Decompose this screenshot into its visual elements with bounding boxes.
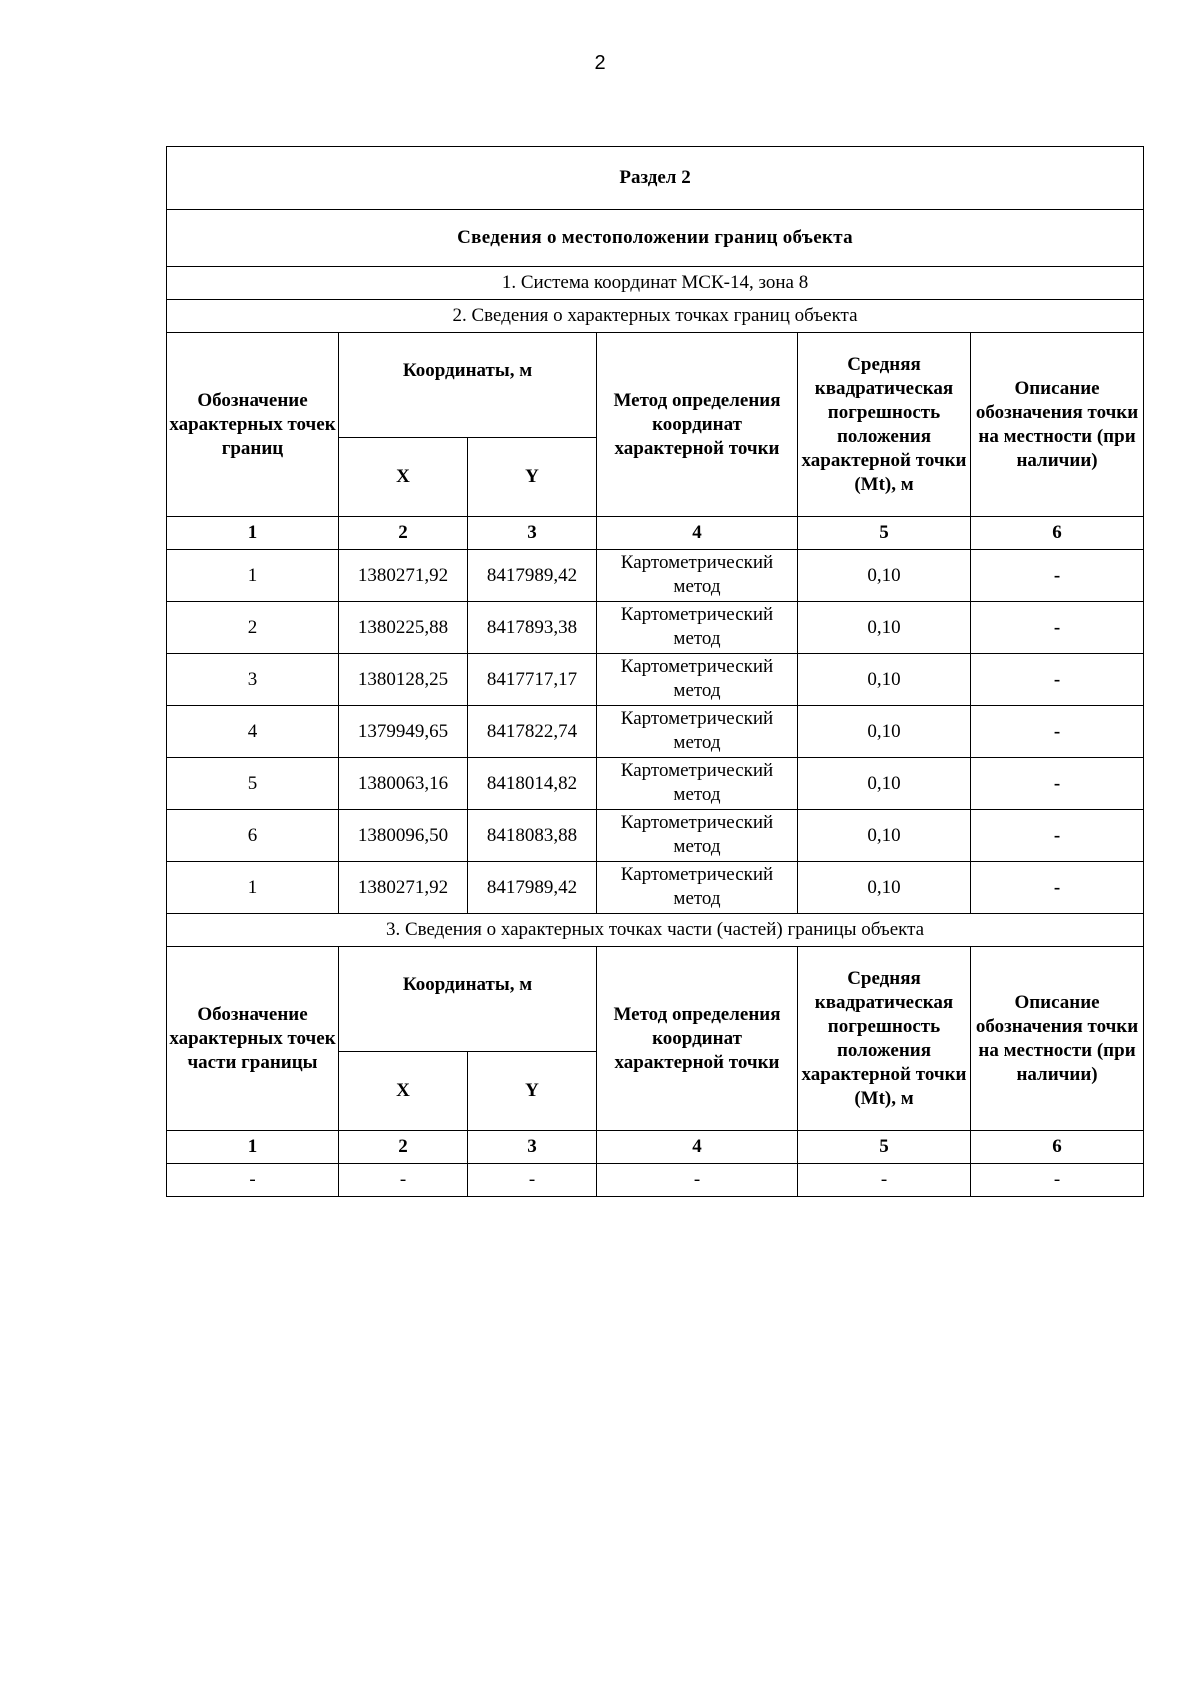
header-x: X <box>339 438 468 517</box>
cell-method: Картометрический метод <box>597 706 798 758</box>
header-coordinates: Координаты, м <box>339 333 597 438</box>
column-index-cell: 3 <box>468 517 597 550</box>
cell-error: 0,10 <box>798 810 971 862</box>
cell-y: 8417989,42 <box>468 862 597 914</box>
column-index-cell: 6 <box>971 1131 1144 1164</box>
table-row <box>167 550 1144 602</box>
cell-point: 3 <box>167 654 339 706</box>
column-index-cell: 4 <box>597 517 798 550</box>
cell-point: 1 <box>167 550 339 602</box>
parts-section-title: 3. Сведения о характерных точках части (частей) границы объекта <box>167 914 1144 947</box>
header-designation: Обозначение характерных точек границ <box>167 333 339 517</box>
cell-method: Картометрический метод <box>597 654 798 706</box>
cell-x: 1380225,88 <box>339 602 468 654</box>
cell-y: 8418014,82 <box>468 758 597 810</box>
cell-point: 1 <box>167 862 339 914</box>
cell-x: 1380063,16 <box>339 758 468 810</box>
cell-error: 0,10 <box>798 550 971 602</box>
cell-y: 8418083,88 <box>468 810 597 862</box>
cell-error: 0,10 <box>798 758 971 810</box>
table-row <box>167 654 1144 706</box>
cell-x: 1380128,25 <box>339 654 468 706</box>
cell-method: - <box>597 1164 798 1197</box>
coord-system: 1. Система координат МСК-14, зона 8 <box>167 267 1144 300</box>
table-row <box>167 602 1144 654</box>
cell-description: - <box>971 654 1144 706</box>
cell-point: 5 <box>167 758 339 810</box>
cell-error: 0,10 <box>798 706 971 758</box>
column-index-cell: 3 <box>468 1131 597 1164</box>
table-row <box>167 862 1144 914</box>
table-row <box>167 810 1144 862</box>
column-index-cell: 6 <box>971 517 1144 550</box>
cell-description: - <box>971 862 1144 914</box>
column-index-cell: 4 <box>597 1131 798 1164</box>
header-error-parts: Средняя квадратическая погрешность положения характерной точки (Mt), м <box>798 947 971 1131</box>
cell-x: 1380096,50 <box>339 810 468 862</box>
cell-y: 8417893,38 <box>468 602 597 654</box>
header-description-parts: Описание обозначения точки на местности (при наличии) <box>971 947 1144 1131</box>
cell-error: 0,10 <box>798 654 971 706</box>
cell-x: 1380271,92 <box>339 550 468 602</box>
header-error: Средняя квадратическая погрешность положения характерной точки (Mt), м <box>798 333 971 517</box>
cell-error: 0,10 <box>798 862 971 914</box>
cell-method: Картометрический метод <box>597 550 798 602</box>
cell-point: - <box>167 1164 339 1197</box>
cell-y: 8417717,17 <box>468 654 597 706</box>
column-index-cell: 2 <box>339 1131 468 1164</box>
cell-method: Картометрический метод <box>597 810 798 862</box>
cell-point: 4 <box>167 706 339 758</box>
header-method-parts: Метод определения координат характерной точки <box>597 947 798 1131</box>
cell-method: Картометрический метод <box>597 602 798 654</box>
cell-y: - <box>468 1164 597 1197</box>
cell-description: - <box>971 758 1144 810</box>
cell-method: Картометрический метод <box>597 758 798 810</box>
cell-y: 8417989,42 <box>468 550 597 602</box>
header-y: Y <box>468 438 597 517</box>
cell-description: - <box>971 602 1144 654</box>
column-index-cell: 2 <box>339 517 468 550</box>
column-index-cell: 1 <box>167 1131 339 1164</box>
cell-description: - <box>971 810 1144 862</box>
section-subtitle: Сведения о местоположении границ объекта <box>167 210 1144 267</box>
column-index-row-parts <box>167 1131 1144 1164</box>
header-method: Метод определения координат характерной точки <box>597 333 798 517</box>
header-y-parts: Y <box>468 1052 597 1131</box>
cell-point: 6 <box>167 810 339 862</box>
section-title: Раздел 2 <box>167 147 1144 210</box>
cell-point: 2 <box>167 602 339 654</box>
cell-y: 8417822,74 <box>468 706 597 758</box>
points-section-title: 2. Сведения о характерных точках границ объекта <box>167 300 1144 333</box>
table-row <box>167 758 1144 810</box>
boundary-table <box>166 146 1144 1197</box>
cell-x: - <box>339 1164 468 1197</box>
cell-method: Картометрический метод <box>597 862 798 914</box>
column-index-cell: 5 <box>798 1131 971 1164</box>
cell-description: - <box>971 1164 1144 1197</box>
header-x-parts: X <box>339 1052 468 1131</box>
column-index-row <box>167 517 1144 550</box>
cell-description: - <box>971 706 1144 758</box>
cell-error: 0,10 <box>798 602 971 654</box>
cell-description: - <box>971 550 1144 602</box>
header-description: Описание обозначения точки на местности (при наличии) <box>971 333 1144 517</box>
table-row <box>167 706 1144 758</box>
cell-x: 1379949,65 <box>339 706 468 758</box>
page-number: 2 <box>594 52 606 74</box>
table-row <box>167 1164 1144 1197</box>
column-index-cell: 1 <box>167 517 339 550</box>
cell-error: - <box>798 1164 971 1197</box>
column-index-cell: 5 <box>798 517 971 550</box>
header-designation-parts: Обозначение характерных точек части границы <box>167 947 339 1131</box>
header-coordinates-parts: Координаты, м <box>339 947 597 1052</box>
cell-x: 1380271,92 <box>339 862 468 914</box>
